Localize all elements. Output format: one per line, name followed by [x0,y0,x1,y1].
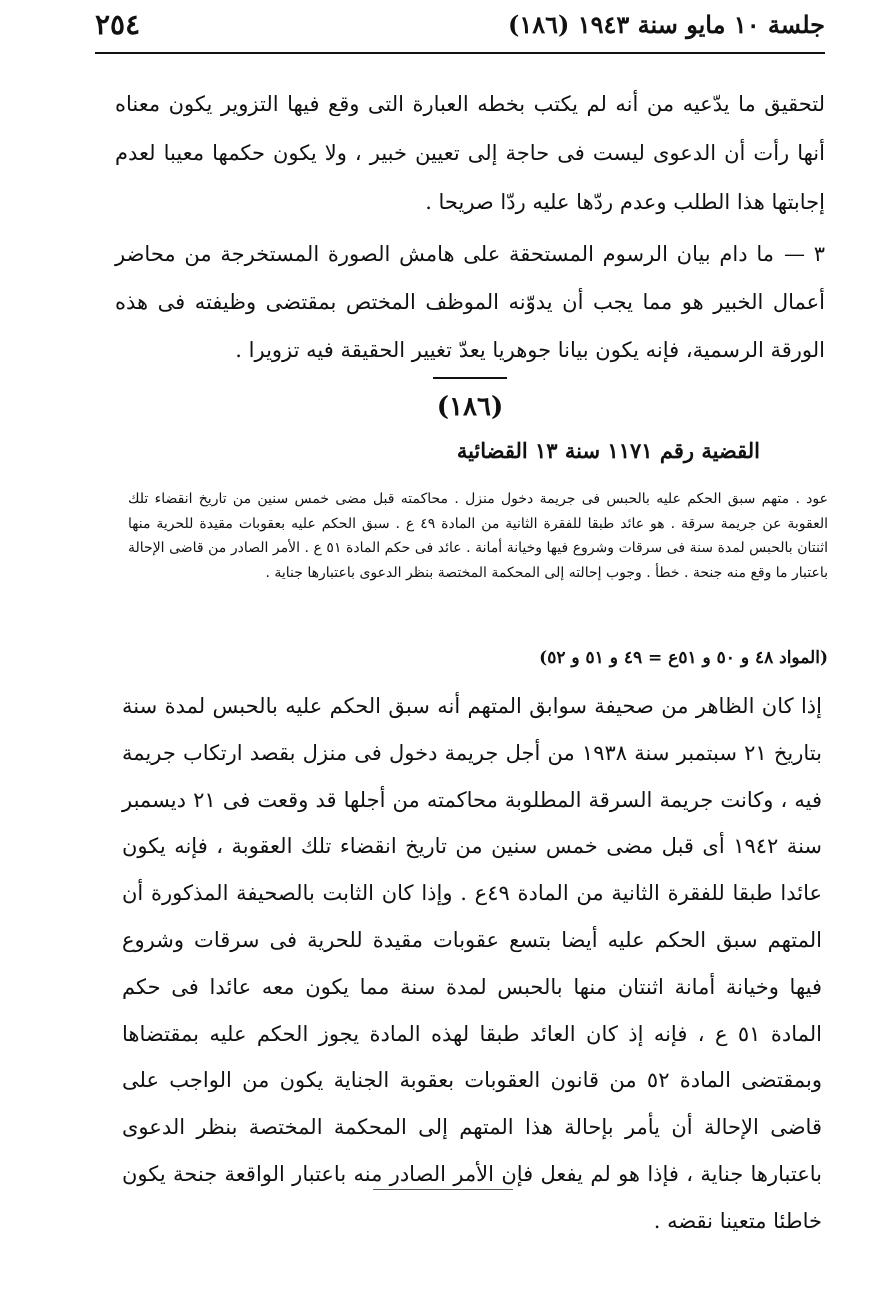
paragraph-text: ما دام بيان الرسوم المستحقة على هامش الصورة المستخرجة من محاضر أعمال الخبير هو مما يجب أن يدوّنه الموظف المختص بمقتضى وظيفته فى هذه الورقة الرسمية، فإنه يكون بيانا جوهريا يعدّ تغيير الحقيقة فيه تزويرا . [115,242,825,362]
case-title: القضية رقم ١١٧١ سنة ١٣ القضائية [456,438,760,463]
case-summary: عود . متهم سبق الحكم عليه بالحبس فى جريمة دخول منزل . محاكمته قبل مضى خمس سنين من تاريخ انقضاء تلك العقوبة عن جريمة سرقة . هو عائد طبقا للفقرة الثانية من المادة ٤٩ ع . سبق الحكم عليه بعقوبات مقيدة للحرية منها اثنتان بالحبس لمدة سنة فى سرقات وشروع فيها وخيانة أمانة . عائد فى حكم المادة ٥١ ع . الأمر الصادر من قاضى الإحالة باعتبار ما وقع منه جنحة . خطأ . وجوب إحالته إلى المحكمة المختصة بنظر الدعوى باعتبارها جناية . [128,491,829,581]
case-number: (١٨٦) [436,392,504,422]
preceding-paragraph-1: لتحقيق ما يدّعيه من أنه لم يكتب بخطه العبارة التى وقع فيها التزوير يكون معناه أنها رأت أن الدعوى ليست فى حاجة إلى تعيين خبير ، ولا يكون حكمها معيبا لعدم إجابتها هذا الطلب وعدم ردّها عليه ردّا صريحا . [115,92,825,214]
page-number: ٢٥٤ [95,7,141,41]
page-header [95,6,825,42]
paragraph-number: ٣ — [783,242,825,266]
section-separator [433,377,507,379]
case-body: إذا كان الظاهر من صحيفة سوابق المتهم أنه سبق الحكم عليه بالحبس لمدة سنة بتاريخ ٢١ سبتمبر سنة ١٩٣٨ من أجل جريمة دخول فى منزل بقصد ارتكاب جريمة فيه ، وكانت جريمة السرقة المطلوبة محاكمته من أجلها قد وقعت فى ٢١ ديسمبر سنة ١٩٤٢ أى قبل مضى خمس سنين من تاريخ انقضاء تلك العقوبة ، فإنه يكون عائدا طبقا للفقرة الثانية من المادة ٤٩ع . وإذا كان الثابت بالصحيفة المذكورة أن المتهم سبق الحكم عليه أيضا بتسع عقوبات مقيدة للحرية فى سرقات وشروع فيها وخيانة أمانة اثنتان منها بالحبس لمدة سنة مما يكون معه عائدا فى حكم المادة ٥١ ع ، فإنه إذ كان العائد طبقا لهذه المادة يجوز الحكم عليه بمقتضاها وبمقتضى المادة ٥٢ من قانون العقوبات بعقوبة الجناية يكون من الواجب على قاضى الإحالة أن يأمر بإحالة هذا المتهم إلى المحكمة المختصة بنظر الدعوى باعتبارها جناية ، فإذا هو لم يفعل فإن الأمر الصادر منه باعتبار الواقعة جنحة يكون خاطئا متعينا نقضه . [122,694,823,1233]
end-rule [373,1189,513,1190]
header-rule [95,52,825,54]
running-head: جلسة ١٠ مايو سنة ١٩٤٣ (١٨٦) [507,9,825,39]
cited-articles: (المواد ٤٨ و ٥٠ و ٥١ع = ٤٩ و ٥١ و ٥٢) [539,648,828,668]
preceding-paragraph-2 [115,230,825,374]
